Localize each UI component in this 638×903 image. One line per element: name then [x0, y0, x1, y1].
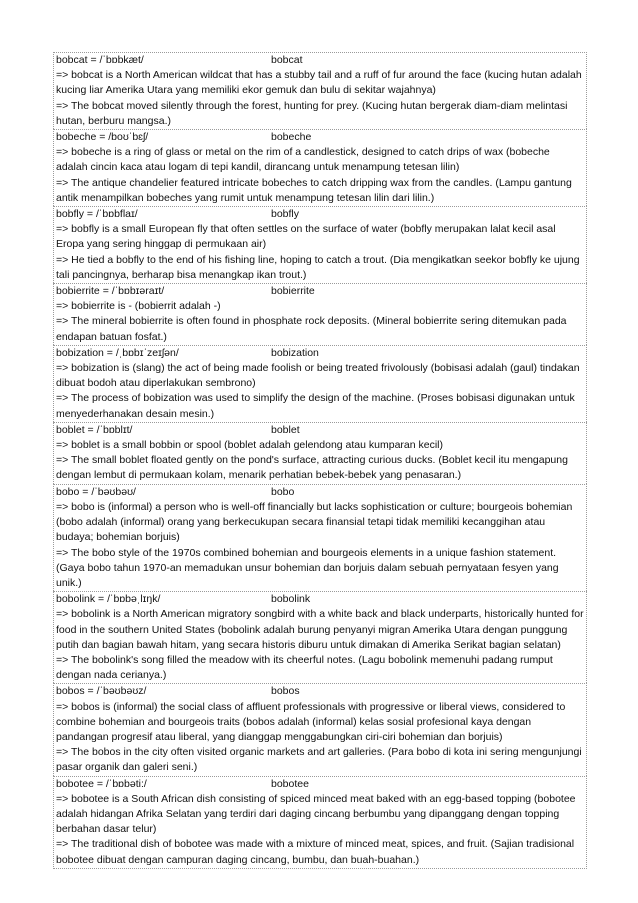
entry-header	[56, 485, 584, 500]
entry-word: bobo	[271, 485, 295, 498]
entry-example: => The antique chandelier featured intricate bobeches to catch dripping wax from the candles. (Lampu gantung antik menampilkan bobeches yang rumit untuk menampung tetesan lilin dari lilin.)	[56, 176, 572, 204]
entry-term-pronunciation: bobos = /ˈbəʊbəʊz/	[56, 685, 147, 698]
entry-term-pronunciation: bobotee = /ˈbɒbəti:/	[56, 777, 147, 790]
entry-header	[56, 130, 584, 145]
entry-word: bobeche	[271, 131, 312, 144]
entry-definition: => bobeche is a ring of glass or metal on the rim of a candlestick, designed to catch drips of wax (bobeche adalah cincin kaca atau logam di tepi kandil, dirancang untuk menampung tetesan lilin)	[56, 146, 550, 174]
entry-word: bobierrite	[271, 285, 315, 298]
dictionary-page	[53, 52, 587, 869]
entry-definition: => bobolink is a North American migratory songbird with a white back and black underparts, historically hunted for food in the southern United States (bobolink adalah burung penyanyi migran Amerika Utara dengan punggung putih dan bagian bawah hitam, yang secara historis diburu untuk dimakan di Amerika Serikat bagian selatan)	[56, 608, 584, 651]
entry-definition: => bobos is (informal) the social class of affluent professionals with progressive or liberal views, considered to combine bohemian and bourgeois traits (bobos adalah (informal) kelas sosial profesional kaya dengan pandangan progresif atau liberal, yang dianggap menggabungkan ciri-ciri bohemian dan borjuis)	[56, 700, 566, 743]
entry-definition: => bobization is (slang) the act of being made foolish or being treated frivolously (bobisasi adalah (gaul) tindakan dibuat bodoh atau diperlakukan sembrono)	[56, 362, 580, 390]
entry-term-pronunciation: bobolink = /ˈbɒbəˌlɪŋk/	[56, 593, 161, 606]
entry-term-pronunciation: bobeche = /boʊˈbɛʃ/	[56, 131, 149, 144]
entry-bobierrite	[53, 283, 587, 345]
entry-bobeche	[53, 129, 587, 206]
entry-bobo	[53, 484, 587, 591]
entry-definition: => bobierrite is - (bobierrit adalah -)	[56, 300, 221, 313]
entry-bobos	[53, 683, 587, 775]
entry-term-pronunciation: bobcat = /ˈbɒbkæt/	[56, 54, 144, 66]
entry-bobization	[53, 345, 587, 422]
entry-word: bobotee	[271, 777, 309, 790]
entry-term-pronunciation: bobfly = /ˈbɒbflaɪ/	[56, 208, 138, 221]
entry-example: => The small boblet floated gently on the pond's surface, attracting curious ducks. (Boblet kecil itu mengapung dengan lembut di permukaan kolam, menarik perhatian bebek-bebek yang penasaran.)	[56, 454, 568, 482]
entry-word: boblet	[271, 423, 300, 436]
entry-header	[56, 684, 584, 699]
entry-word: bobfly	[271, 208, 300, 221]
entry-example: => The bobos in the city often visited organic markets and art galleries. (Para bobo di kota ini sering mengunjungi pasar organik dan galeri seni.)	[56, 746, 582, 774]
entry-header	[56, 592, 584, 607]
entry-term-pronunciation: bobierrite = /ˈbɒbɪəraɪt/	[56, 285, 165, 298]
entry-word: bobization	[271, 346, 319, 359]
entry-term-pronunciation: boblet = /ˈbɒblɪt/	[56, 423, 133, 436]
entry-example: => The process of bobization was used to simplify the design of the machine. (Proses bobisasi digunakan untuk menyederhanakan desain mesin.)	[56, 392, 575, 420]
entry-header	[56, 53, 584, 68]
entry-word: bobcat	[271, 54, 303, 66]
entry-bobcat	[53, 52, 587, 129]
entry-header	[56, 207, 584, 222]
entry-header	[56, 423, 584, 438]
entry-definition: => bobotee is a South African dish consisting of spiced minced meat baked with an egg-based topping (bobotee adalah hidangan Afrika Selatan yang terdiri dari daging cincang berbumbu yang dipanggang dengan topping berbahan dasar telur)	[56, 792, 576, 836]
entry-word: bobolink	[271, 593, 311, 606]
entry-example: => The bobcat moved silently through the forest, hunting for prey. (Kucing hutan bergerak diam-diam melintasi hutan, berburu mangsa.)	[56, 99, 568, 127]
entry-boblet	[53, 422, 587, 484]
entry-example: => The bobo style of the 1970s combined bohemian and bourgeois elements in a unique fashion statement. (Gaya bobo tahun 1970-an memadukan unsur bohemian dan borjuis dalam sebuah pernyataan fesyen yang unik.)	[56, 546, 559, 589]
entry-definition: => bobo is (informal) a person who is well-off financially but lacks sophistication or culture; bourgeois bohemian (bobo adalah (informal) orang yang berkecukupan secara finansial tetapi tidak memiliki kecanggihan atau budaya; bohemian borjuis)	[56, 500, 573, 544]
entry-example: => The bobolink's song filled the meadow with its cheerful notes. (Lagu bobolink memenuhi padang rumput dengan nada cerianya.)	[56, 653, 553, 682]
entry-header	[56, 346, 584, 361]
entry-header	[56, 777, 584, 792]
entry-bobotee	[53, 776, 587, 869]
entry-term-pronunciation: bobization = /ˌbɒbɪˈzeɪʃən/	[56, 346, 179, 359]
entry-example: => He tied a bobfly to the end of his fishing line, hoping to catch a trout. (Dia mengikatkan seekor bobfly ke ujung tali pancingnya, berharap bisa menangkap ikan trout.)	[56, 253, 580, 281]
entry-bobfly	[53, 206, 587, 283]
entry-header	[56, 284, 584, 299]
entry-example: => The traditional dish of bobotee was made with a mixture of minced meat, spices, and fruit. (Sajian tradisional bobotee dibuat dengan campuran daging cincang, bumbu, dan buah-buahan.)	[56, 838, 575, 866]
entry-definition: => bobfly is a small European fly that often settles on the surface of water (bobfly merupakan lalat kecil asal Eropa yang sering hinggap di permukaan air)	[56, 223, 556, 251]
entry-term-pronunciation: bobo = /ˈbəʊbəʊ/	[56, 485, 136, 498]
entry-word: bobos	[271, 685, 300, 698]
entry-definition: => boblet is a small bobbin or spool (boblet adalah gelendong atau kumparan kecil)	[56, 439, 444, 452]
entry-bobolink	[53, 591, 587, 683]
entry-definition: => bobcat is a North American wildcat that has a stubby tail and a ruff of fur around the face (kucing hutan adalah kucing liar Amerika Utara yang memiliki ekor gemuk dan bulu di sekitar wajahnya)	[56, 69, 582, 97]
entry-example: => The mineral bobierrite is often found in phosphate rock deposits. (Mineral bobierrite sering ditemukan pada endapan batuan fosfat.)	[56, 315, 567, 343]
